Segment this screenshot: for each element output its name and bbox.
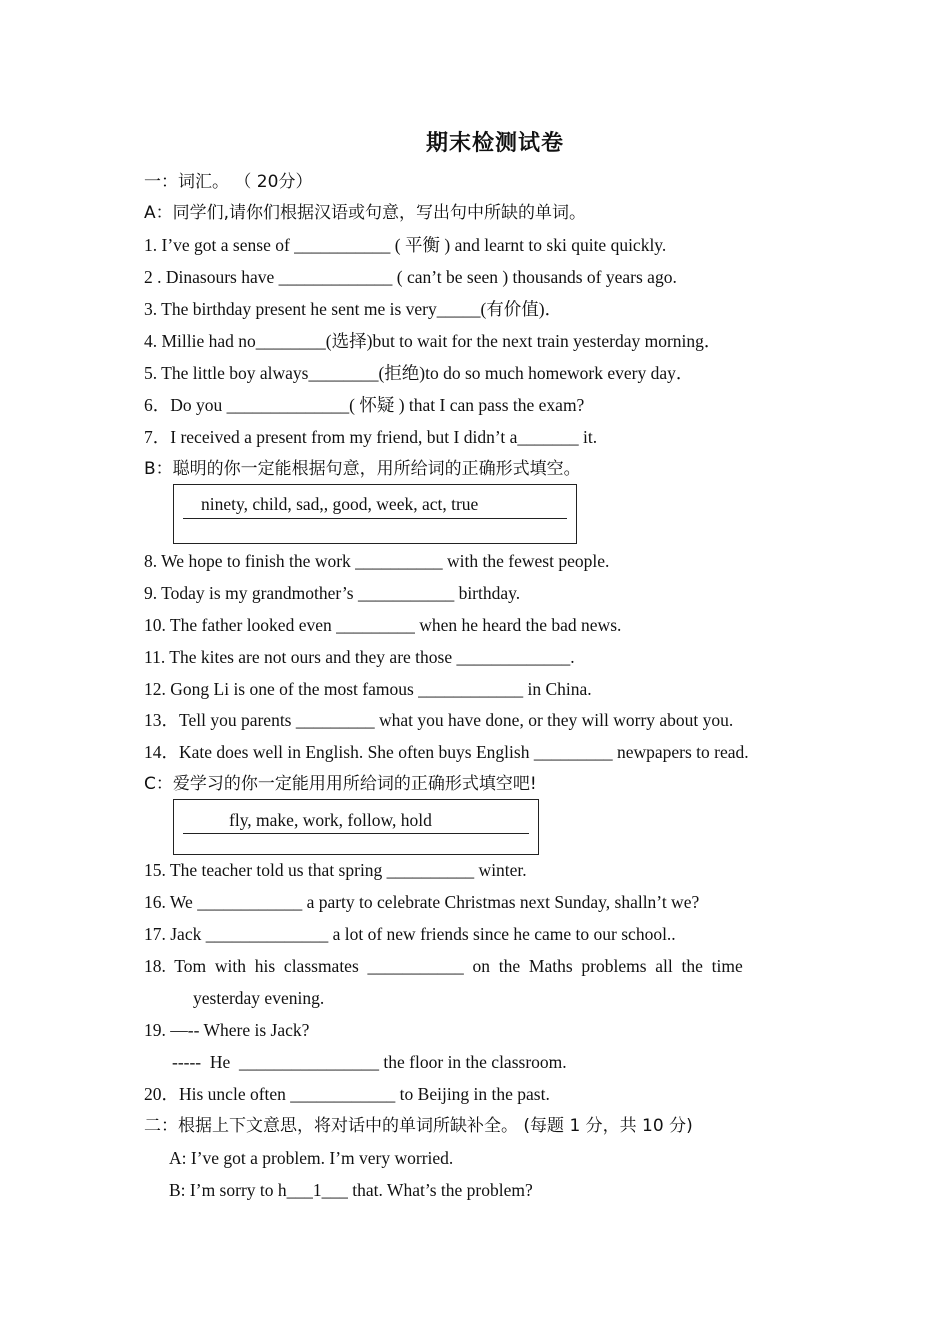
question-14: 14．Kate does well in English. She often buys English _________ newpapers to read. — [144, 742, 749, 762]
partB-word-list: ninety, child, sad,, good, week, act, true — [201, 494, 479, 514]
question-9: 9. Today is my grandmother’s ___________ birthday. — [144, 583, 521, 603]
partB-word-underline — [183, 518, 567, 519]
question-8: 8. We hope to finish the work __________ with the fewest people. — [144, 551, 610, 571]
question-15: 15. The teacher told us that spring __________ winter. — [144, 860, 527, 880]
section2-heading: 二：根据上下文意思，将对话中的单词所缺补全。 (每题 1 分，共 10 分) — [144, 1116, 693, 1136]
page-title: 期末检测试卷 — [425, 131, 564, 156]
question-10: 10. The father looked even _________ when he heard the bad news. — [144, 615, 622, 635]
question-3: 3. The birthday present he sent me is very_____(有价值)． — [144, 299, 563, 319]
question-11: 11. The kites are not ours and they are those _____________. — [144, 647, 575, 667]
question-12: 12. Gong Li is one of the most famous ____________ in China. — [144, 679, 592, 699]
question-5: 5. The little boy always________(拒绝)to do so much homework every day． — [144, 363, 694, 383]
question-6: 6．Do you ______________( 怀疑 ) that I can pass the exam? — [144, 395, 585, 415]
question-18: 18. Tom with his classmates ___________ on the Maths problems all the time — [144, 956, 743, 976]
question-19: 19. —-- Where is Jack? — [144, 1020, 310, 1040]
question-20: 20．His uncle often ____________ to Beijing in the past. — [144, 1084, 550, 1104]
partC-word-underline — [183, 833, 529, 834]
question-16: 16. We ____________ a party to celebrate Christmas next Sunday, shalln’t we? — [144, 892, 700, 912]
dialogue-line-b: B: I’m sorry to h___1___ that. What’s the problem? — [169, 1180, 533, 1200]
question-2: 2 . Dinasours have _____________ ( can’t be seen ) thousands of years ago. — [144, 267, 677, 287]
section1-heading: 一：词汇。 （ 20分） — [144, 172, 313, 192]
dialogue-line-a: A: I’ve got a problem. I’m very worried. — [169, 1148, 454, 1168]
partC-heading: C：爱学习的你一定能用用所给词的正确形式填空吧! — [144, 774, 537, 794]
question-1: 1. I’ve got a sense of ___________ ( 平衡 ) and learnt to ski quite quickly. — [144, 235, 667, 255]
partA-heading: A：同学们,请你们根据汉语或句意，写出句中所缺的单词。 — [144, 203, 587, 223]
question-17: 17. Jack ______________ a lot of new friends since he came to our school.. — [144, 924, 676, 944]
question-4: 4. Millie had no________(选择)but to wait for the next train yesterday morning． — [144, 331, 722, 351]
question-13: 13．Tell you parents _________ what you have done, or they will worry about you. — [144, 710, 734, 730]
question-7: 7．I received a present from my friend, but I didn’t a_______ it. — [144, 427, 598, 447]
partC-word-list: fly, make, work, follow, hold — [229, 810, 432, 830]
partB-heading: B：聪明的你一定能根据句意，用所给词的正确形式填空。 — [144, 459, 581, 479]
question-19-answer: ----- He ________________ the floor in the classroom. — [172, 1052, 567, 1072]
question-18-continued: yesterday evening. — [193, 988, 325, 1008]
